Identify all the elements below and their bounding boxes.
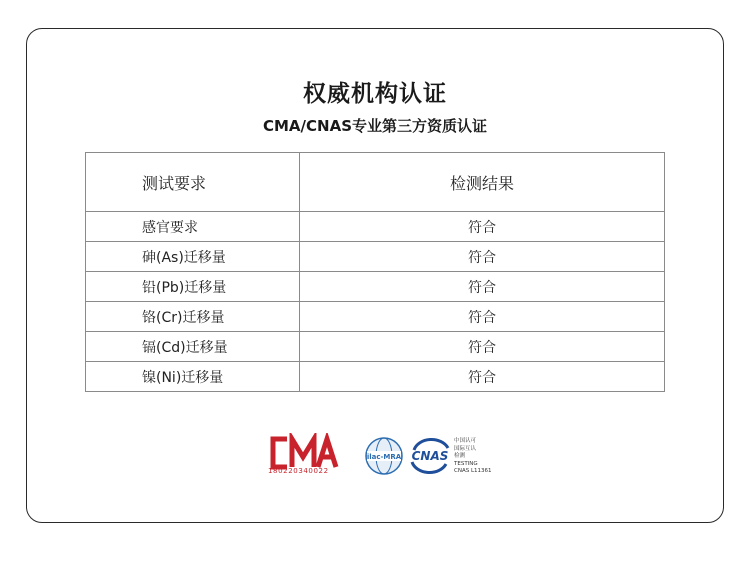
cnas-side-line: CNAS L11361 [454,468,492,474]
test-results-table [85,152,665,392]
cnas-side-line: 国际互认 [454,445,477,452]
row-item: 镉(Cd)迁移量 [86,332,300,362]
certification-logos [261,427,507,515]
cnas-side-line: TESTING [454,460,478,467]
column-header-requirement: 测试要求 [86,153,300,212]
row-result: 符合 [300,242,665,272]
row-result: 符合 [300,302,665,332]
cnas-side-line: 检测 [454,453,466,459]
row-item: 砷(As)迁移量 [86,242,300,272]
ilac-mra-logo-icon [364,436,404,476]
table-row [86,332,665,362]
page-title: 权威机构认证 [303,81,447,107]
ilac-label: ilac-MRA [366,453,402,461]
row-result: 符合 [300,332,665,362]
table-row [86,242,665,272]
row-item: 感官要求 [86,212,300,242]
row-item: 铅(Pb)迁移量 [86,272,300,302]
cnas-logo-icon [408,436,452,476]
row-item: 铬(Cr)迁移量 [86,302,300,332]
table-header-row [86,153,665,212]
row-result: 符合 [300,212,665,242]
table-row [86,302,665,332]
row-result: 符合 [300,362,665,392]
table-row [86,272,665,302]
cnas-label: CNAS [411,449,449,463]
row-item: 镍(Ni)迁移量 [86,362,300,392]
certification-card [26,28,724,523]
row-result: 符合 [300,272,665,302]
page-subtitle: CMA/CNAS专业第三方资质认证 [263,117,487,135]
table-row [86,362,665,392]
cnas-accreditation-text [454,438,492,476]
table-row [86,212,665,242]
cma-number: 180220340022 [268,467,329,475]
column-header-result: 检测结果 [300,153,665,212]
cnas-side-line: 中国认可 [454,438,477,444]
